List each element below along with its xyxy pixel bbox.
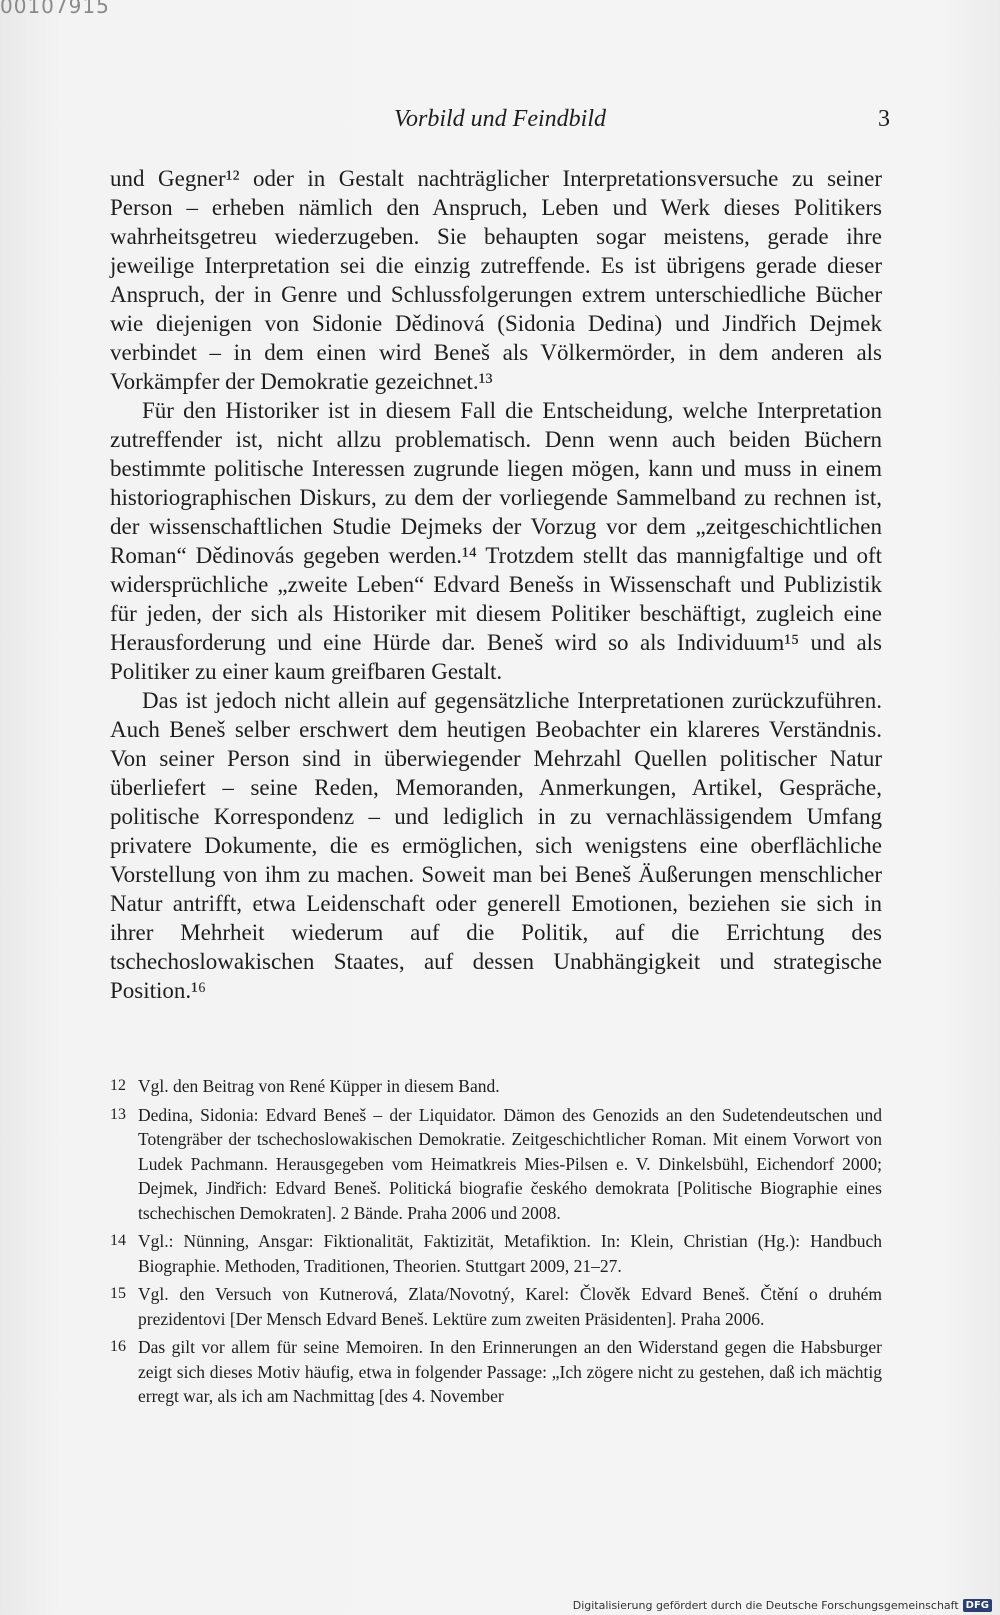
- footnotes: [110, 1074, 882, 1413]
- running-title: Vorbild und Feindbild: [394, 106, 606, 132]
- footnote-number: 15: [110, 1285, 126, 1302]
- running-header: [110, 106, 890, 136]
- footnote: [110, 1074, 882, 1099]
- footnote-text: Vgl.: Nünning, Ansgar: Fiktionalität, Faktizität, Metafiktion. In: Klein, Christian (Hg.): Handbuch Biographie. Methoden, Traditionen, Theorien. Stuttgart 2009, 21–27.: [138, 1231, 882, 1276]
- body-paragraph: Das ist jedoch nicht allein auf gegensätzliche Interpretationen zurückzuführen. Auch Beneš selber erschwert dem heutigen Beobachter ein klareres Verständnis. Von seiner Person sind in überwiegender Mehrzahl Quellen politischer Natur überliefert – seine Reden, Memoranden, Anmerkungen, Artikel, Gespräche, politische Korrespondenz – und lediglich in zu vernachlässigendem Umfang privatere Dokumente, die es ermöglichen, sich wenigstens eine oberflächliche Vorstellung von ihm zu machen. Soweit man bei Beneš Äußerungen menschlicher Natur antrifft, etwa Leidenschaft oder generell Emotionen, beziehen sie sich in ihrer Mehrheit wiederum auf die Politik, auf die Errichtung des tschechoslowakischen Staates, auf dessen Unabhängigkeit und strategische Position.¹⁶: [110, 688, 882, 1003]
- dfg-logo-icon: DFG: [963, 1599, 992, 1612]
- digitization-footer: [573, 1599, 992, 1612]
- body-text: [110, 164, 882, 1005]
- footnote: [110, 1103, 882, 1226]
- footnote-number: 16: [110, 1338, 126, 1355]
- footnote-number: 14: [110, 1232, 126, 1249]
- digitization-note: Digitalisierung gefördert durch die Deutsche Forschungsgemeinschaft: [572, 1599, 959, 1612]
- footnote-text: Dedina, Sidonia: Edvard Beneš – der Liquidator. Dämon des Genozids an den Sudetendeutschen und Totengräber der tschechoslowakischen Demokratie. Zeitgeschichtlicher Roman. Mit einem Vorwort von Ludek Pachmann. Herausgegeben vom Heimatkreis Mies-Pilsen e. V. Dinkelsbühl, Eichendorf 2000; Dejmek, Jindřich: Edvard Beneš. Politická biografie českého demokrata [Politische Biographie eines tschechischen Demokraten]. 2 Bände. Praha 2006 und 2008.: [138, 1104, 882, 1223]
- footnote-number: 12: [110, 1077, 126, 1094]
- footnote-number: 13: [110, 1105, 126, 1123]
- footnote: [110, 1282, 882, 1331]
- body-paragraph: Für den Historiker ist in diesem Fall die Entscheidung, welche Interpretation zutreffender ist, nicht allzu problematisch. Denn wenn auch beiden Büchern bestimmte politische Interessen zugrunde liegen mögen, kann und muss in einem historiographischen Diskurs, zu dem der vorliegende Sammelband zu rechnen ist, der wissenschaftlichen Studie Dejmeks der Vorzug vor dem „zeitgeschichtlichen Roman“ Dědinovás gegeben werden.¹⁴ Trotzdem stellt das mannigfaltige und oft widersprüchliche „zweite Leben“ Edvard Benešs in Wissenschaft und Publizistik für jeden, der sich als Historiker mit diesem Politiker beschäftigt, zugleich eine Herausforderung und eine Hürde dar. Beneš wird so als Individuum¹⁵ und als Politiker zu einer kaum greifbaren Gestalt.: [110, 398, 882, 684]
- footnote-text: Vgl. den Versuch von Kutnerová, Zlata/Novotný, Karel: Člověk Edvard Beneš. Čtění o druhém prezidentovi [Der Mensch Edvard Beneš. Lektüre zum zweiten Präsidenten]. Praha 2006.: [138, 1284, 882, 1329]
- page-id-label: 00107915: [0, 0, 110, 18]
- footnote-text: Das gilt vor allem für seine Memoiren. In den Erinnerungen an den Widerstand gegen die Habsburger zeigt sich dieses Motiv häufig, etwa in folgender Passage: „Ich zögere nicht zu gestehen, daß ich mächtig erregt war, als ich am Nachmittag [des 4. November: [138, 1337, 882, 1406]
- footnote: [110, 1335, 882, 1409]
- footnote-text: Vgl. den Beitrag von René Küpper in diesem Band.: [138, 1076, 500, 1096]
- page-number: 3: [878, 106, 890, 132]
- body-paragraph: und Gegner¹² oder in Gestalt nachträglicher Interpretationsversuche zu seiner Person – erheben nämlich den Anspruch, Leben und Werk dieses Politikers wahrheitsgetreu wiederzugeben. Sie behaupten sogar meistens, gerade ihre jeweilige Interpretation sei die einzig zutreffende. Es ist übrigens gerade dieser Anspruch, der in Genre und Schlussfolgerungen extrem unterschiedliche Bücher wie diejenigen von Sidonie Dědinová (Sidonia Dedina) und Jindřich Dejmek verbindet – in dem einen wird Beneš als Völkermörder, in dem anderen als Vorkämpfer der Demokratie gezeichnet.¹³: [110, 166, 882, 394]
- footnote: [110, 1229, 882, 1278]
